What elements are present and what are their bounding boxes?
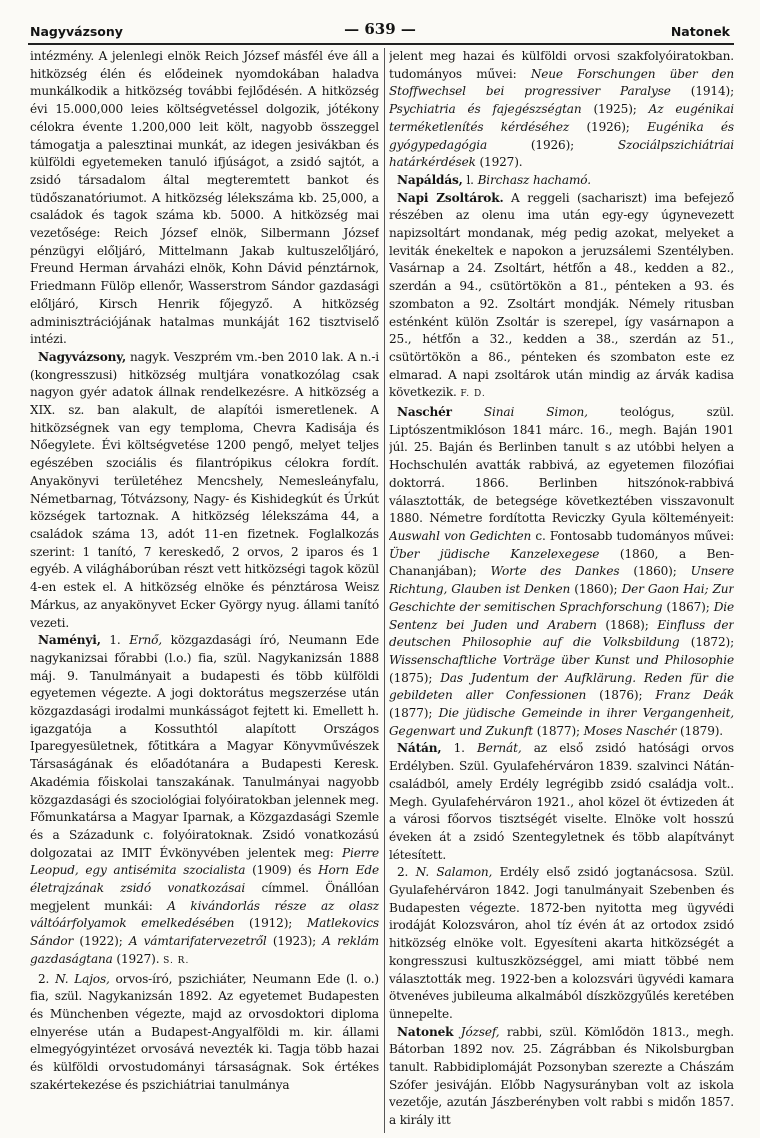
work-title: Wissenschaftliche Vorträge über Kunst und Philosophie bbox=[389, 652, 734, 667]
paragraph-text: intézmény. A jelenlegi elnök Reich József másfél éve áll a hitközség élén és elődeinek nyomdokában haladva munkálkodik a hitközség további fejlődésén. A hitközség évi 15.000,000 leies költségvetéssel dolgozik, jótékony célokra évente 1.200,000 leit költ, nagyobb összeggel támogatja a palesztinai munkát, az idegen jesivákban és külföldi egyetemeken tanuló ifjúságot, a zsidó sajtót, a zsidó társadalom által megteremtett bankot és tüdőszanatóriumot. A hitközség lélekszáma kb. 25,000, a családok és tagok száma kb. 5000. A hitközség mai vezetősége: Reich József elnök, Silbermann József pénzügyi előljáró, Mittelmann Jakab kultuszelőljáró, Freund Herman árvaházi elnök, Kohn Dávid pénztárnok, Friedmann Fülöp ellenőr, Wasserstrom Sándor gazdasági előljáró, Kirsch Henrik főjegyző. A hitközség adminisztrációjának hatalmas munkáját 162 tisztviselő intézi. bbox=[30, 49, 379, 347]
work-title: Über jüdische Kanzelexegese bbox=[389, 546, 600, 561]
work-title: Einfluss der deutschen Philosophie auf die Volksbildung bbox=[389, 617, 734, 650]
entry-text: (1876); bbox=[586, 688, 656, 703]
person-name: Ernő, bbox=[129, 633, 162, 648]
entry-text: (1875); bbox=[389, 670, 441, 685]
right-column bbox=[389, 48, 734, 1133]
entry-heading: Napáldás, bbox=[397, 172, 463, 187]
entry-text: (1927). bbox=[475, 155, 523, 170]
entry-text: (1922); bbox=[73, 934, 129, 949]
work-title: Der Gaon Hai; Zur Geschichte der semitischen Sprachforschung bbox=[389, 582, 734, 614]
entry-heading: Naményi, bbox=[38, 633, 101, 648]
entry-text: (1912); bbox=[234, 916, 307, 931]
work-title: Szociálpszichiátriai határkérdések bbox=[389, 137, 734, 170]
author-signature: S. R. bbox=[163, 955, 190, 966]
work-title: Pierre Leopud, egy antisémita szocialista bbox=[30, 845, 379, 878]
entry-text: (1927). bbox=[112, 951, 160, 966]
entry-nameny-lajos bbox=[30, 971, 379, 1095]
entry-text: 1. bbox=[441, 741, 478, 756]
entry-text: címmel. Önállóan megjelent munkái: bbox=[30, 881, 379, 913]
work-title: Eugénika és gyógypedagógia bbox=[389, 119, 734, 152]
entry-text: az első zsidó hatósági orvos Erdélyben. Szül. Gyulafehérváron 1839. szalvinci Nátán-családból, amely Erdély legrégibb zsidó családja volt.. Megh. Gyulafehérváron 1921., ahol közel öt évtizeden át a városi főorvos tisztségét viselte. Elnöke volt hosszú éveken át a zsidó Szentegyletnek és több alapítványt létesített. bbox=[389, 741, 734, 862]
entry-nagyvazsony bbox=[30, 349, 379, 632]
entry-text: Erdély első zsidó jogtanácsosa. Szül. Gyulafehérváron 1842. Jogi tanulmányait Szebenben és Budapesten végezte. 1872-ben nyitotta meg ügyvédi irodáját Kolozsváron, ahol tíz évén át az ortodox zsidó hitközség elnöke volt. Egyesíteni akarta hitközségét a kongresszusi kultuszközséggel, ami miatt többé nem választották meg. 1922-ben a kolozsvári ügyvédi kamara ötvenéves jubileuma alkalmából díszközgyűlés keretében ünnepelte. bbox=[389, 865, 734, 1021]
paragraph-continued bbox=[389, 48, 734, 172]
page-number: — 639 — bbox=[344, 20, 416, 38]
person-name: N. Lajos, bbox=[55, 971, 110, 986]
header-left-keyword: Nagyvázsony bbox=[30, 24, 123, 39]
entry-heading: Natonek bbox=[397, 1024, 454, 1039]
work-title: Horn Ede életrajzának zsidó vonatkozásai bbox=[30, 863, 379, 896]
person-name: Bernát, bbox=[477, 741, 522, 756]
work-title: A vámtarifatervezetről bbox=[128, 934, 267, 949]
page-header bbox=[30, 20, 730, 42]
entry-text: (1926); bbox=[487, 137, 618, 152]
entry-text: jelent meg hazai és külföldi orvosi szakfolyóiratokban. tudományos művei: bbox=[389, 49, 734, 81]
entry-natan-salamon bbox=[389, 864, 734, 1023]
entry-text: közgazdasági író, Neumann Ede nagykanizsai főrabbi (l.o.) fia, szül. Nagykanizsán 1888 máj. 9. Tanulmányait a budapesti és több külföldi egyetemen végezte. A jogi doktorátus megszerzése után közgazdasági irodalmi munkásságot fejtett ki. Emellett h. igazgatója a Kossuthtól alapított Országos Iparegyesületnek, főtitkára a Magyar Könyvművészek Társaságának és előadótanára a Budapesti Keresk. Akadémia főiskolai tanszakának. Tanulmányai nagyobb közgazdasági és szociológiai folyóiratokban jelennek meg. Főmunkatársa a Magyar Iparnak, a Közgazdasági Szemle és a Századunk c. folyóiratoknak. Zsidó vonatkozású dolgozatai az IMIT Évkönyvében jelentek meg: bbox=[30, 633, 379, 860]
entry-text: teológus, szül. Liptószentmiklóson 1841 márc. 16., megh. Baján 1901 júl. 25. Baján és Berlinben tanult s az utóbbi helyen a Hochschulén avatták rabbivá, az egyetemen filozófiai doktorrá. 1866. Berlinben hitszónok-rabbivá választották, de betegsége következtében visszavonult 1880. Németre fordította Reviczky Gyula költeményeit: bbox=[389, 405, 734, 526]
entry-heading: Napi Zsoltárok. bbox=[397, 190, 504, 205]
header-right-keyword: Natonek bbox=[670, 24, 730, 39]
entry-heading: Nátán, bbox=[397, 741, 442, 756]
work-title: Worte des Dankes bbox=[490, 564, 620, 579]
entry-text: (1909) és bbox=[245, 863, 319, 878]
author-signature: F. D. bbox=[460, 389, 486, 400]
entry-text: (1867); bbox=[662, 599, 714, 614]
paragraph-intezmeny bbox=[30, 48, 379, 349]
entry-text: (1860); bbox=[570, 582, 622, 597]
work-title: Moses Naschér bbox=[583, 723, 677, 738]
person-name: Sinai Simon, bbox=[451, 405, 588, 420]
entry-text: (1860); bbox=[619, 564, 691, 579]
entry-napi-zsoltarok bbox=[389, 190, 734, 404]
entry-text: (1879). bbox=[676, 723, 723, 738]
work-title: Psychiatria és fajegészségtan bbox=[389, 102, 582, 117]
entry-text: (1872); bbox=[679, 635, 734, 650]
work-title: Franz Deák bbox=[655, 688, 734, 703]
entry-text: c. Fontosabb tudományos művei: bbox=[531, 528, 734, 543]
entry-text: (1926); bbox=[569, 119, 648, 134]
entry-napaldas bbox=[389, 172, 734, 190]
work-title: A kivándorlás része az olasz váltóárfolyamok emelkedésében bbox=[30, 898, 379, 931]
work-title: Az eugénikai terméketlenítés kérdéséhez bbox=[389, 102, 734, 134]
entry-text: (1925); bbox=[581, 102, 649, 117]
work-title: Neue Forschungen über den Stoffwechsel bei progressiver Paralyse bbox=[389, 66, 734, 99]
entry-nameny-erno bbox=[30, 632, 379, 970]
entry-heading: Naschér bbox=[397, 405, 452, 420]
entry-text: 2. bbox=[397, 865, 416, 880]
work-title: Die jüdische Gemeinde in ihrer Vergangenheit, Gegenwart und Zukunft bbox=[389, 706, 734, 738]
entry-text: A reggeli (sachariszt) ima befejező részében az olenu ima után egy-egy úgynevezett napizsoltárt mondanak, még pedig azokat, melyeket a leviták énekeltek e napokon a jeruzsálemi Szentélyben. Vasárnap a 24. Zsoltárt, hétfőn a 48., kedden a 82., szerdán a 94., csütörtökön a 81., pénteken a 93. és szombaton a 92. Zsoltárt mondják. Némely ritusban esténként külön Zsoltár is szerepel, így vasárnapon a 25., hétfőn a 32., kedden a 38., szerdán az 51., csütörtökön a 86., pénteken és szombaton este ez elmarad. A napi zsoltárok után mindig az árvák kadisa következik. bbox=[389, 190, 734, 400]
entry-text: 1. bbox=[100, 633, 130, 648]
entry-text: rabbi, szül. Kömlődön 1813., megh. Bátorban 1892 nov. 25. Zágrábban és Nikolsburgban tanult. Rabbidiplomáját Pozsonyban szerezte a Chászám Szófer jesiváján. Előbb Nagysurányban volt az iskola vezetője, azután Jászberényben volt rabbi s midőn 1857. a király itt bbox=[389, 1024, 734, 1128]
entry-natonek-jozsef bbox=[389, 1024, 734, 1130]
work-title: Das Judentum der Aufklärung. Reden für die gebildeten aller Confessionen bbox=[389, 670, 734, 703]
entry-text: l. bbox=[462, 172, 478, 187]
entry-text: 2. bbox=[38, 971, 56, 986]
entry-nascher bbox=[389, 404, 734, 740]
work-title: Unsere Richtung, Glauben ist Denken bbox=[389, 564, 734, 597]
person-name: N. Salamon, bbox=[415, 865, 493, 880]
entry-text: orvos-író, pszichiáter, Neumann Ede (l. o.) fia, szül. Nagykanizsán 1892. Az egyetemet Budapesten és Münchenben végezte, majd az orvosdoktori diploma elnyerése után a Budapest-Angyalföldi m. kir. állami elmegyógyintézet orvosává nevezték ki. Tagja több hazai és külföldi orvostudományi társaságnak. Sok értékes szakértekezése és pszichiátriai tanulmánya bbox=[30, 971, 379, 1092]
entry-text: (1868); bbox=[596, 617, 658, 632]
cross-reference: Birchasz hachamó. bbox=[477, 172, 591, 187]
work-title: Auswahl von Gedichten bbox=[389, 528, 532, 543]
entry-text: (1923); bbox=[266, 934, 323, 949]
entry-text: nagyk. Veszprém vm.-ben 2010 lak. A n.-i (kongresszusi) hitközség multjára vonatkozólag csak nagyon gyér adatok állnak rendelkezésre. A hitközség a XIX. sz. ban alakult, de alapítói ismeretlenek. A hitközségnek van egy temploma, Chevra Kadisája és Nőegylete. Évi költségvetése 1200 pengő, melyet teljes egészében szociális és filantrópikus célokra fordít. Anyakönyvi területéhez Mencshely, Nemesleányfalu, Németbarnag, Tótvázsony, Nagy- és Kishidegkút és Úrkút községek tartoznak. A hitközség lélekszáma 44, a családok száma 13, adót 11-en fizetnek. Foglalkozás szerint: 1 tanító, 7 kereskedő, 2 orvos, 2 iparos és 1 egyéb. A világháborúban részt vett hitközségi tagok közül 4-en estek el. A hitközség elnöke és pénztárosa Weisz Márkus, az anyakönyvet Ecker György nyug. állami tanító vezeti. bbox=[30, 349, 379, 630]
entry-heading: Nagyvázsony, bbox=[38, 349, 127, 364]
header-rule bbox=[28, 43, 734, 45]
left-column bbox=[30, 48, 379, 1133]
work-title: A reklám gazdaságtana bbox=[30, 934, 379, 966]
person-name: József, bbox=[453, 1024, 500, 1039]
entry-text: (1914); bbox=[670, 84, 734, 99]
entry-text: (1877); bbox=[533, 723, 584, 738]
column-divider bbox=[384, 48, 385, 1133]
work-title: Die Sentenz bei Juden und Arabern bbox=[389, 599, 734, 632]
entry-text: (1877); bbox=[389, 706, 439, 721]
work-title: Matlekovics Sándor bbox=[30, 916, 379, 949]
entry-natan-bernat bbox=[389, 740, 734, 864]
entry-text: (1860, a Ben-Chananjában); bbox=[389, 546, 734, 579]
